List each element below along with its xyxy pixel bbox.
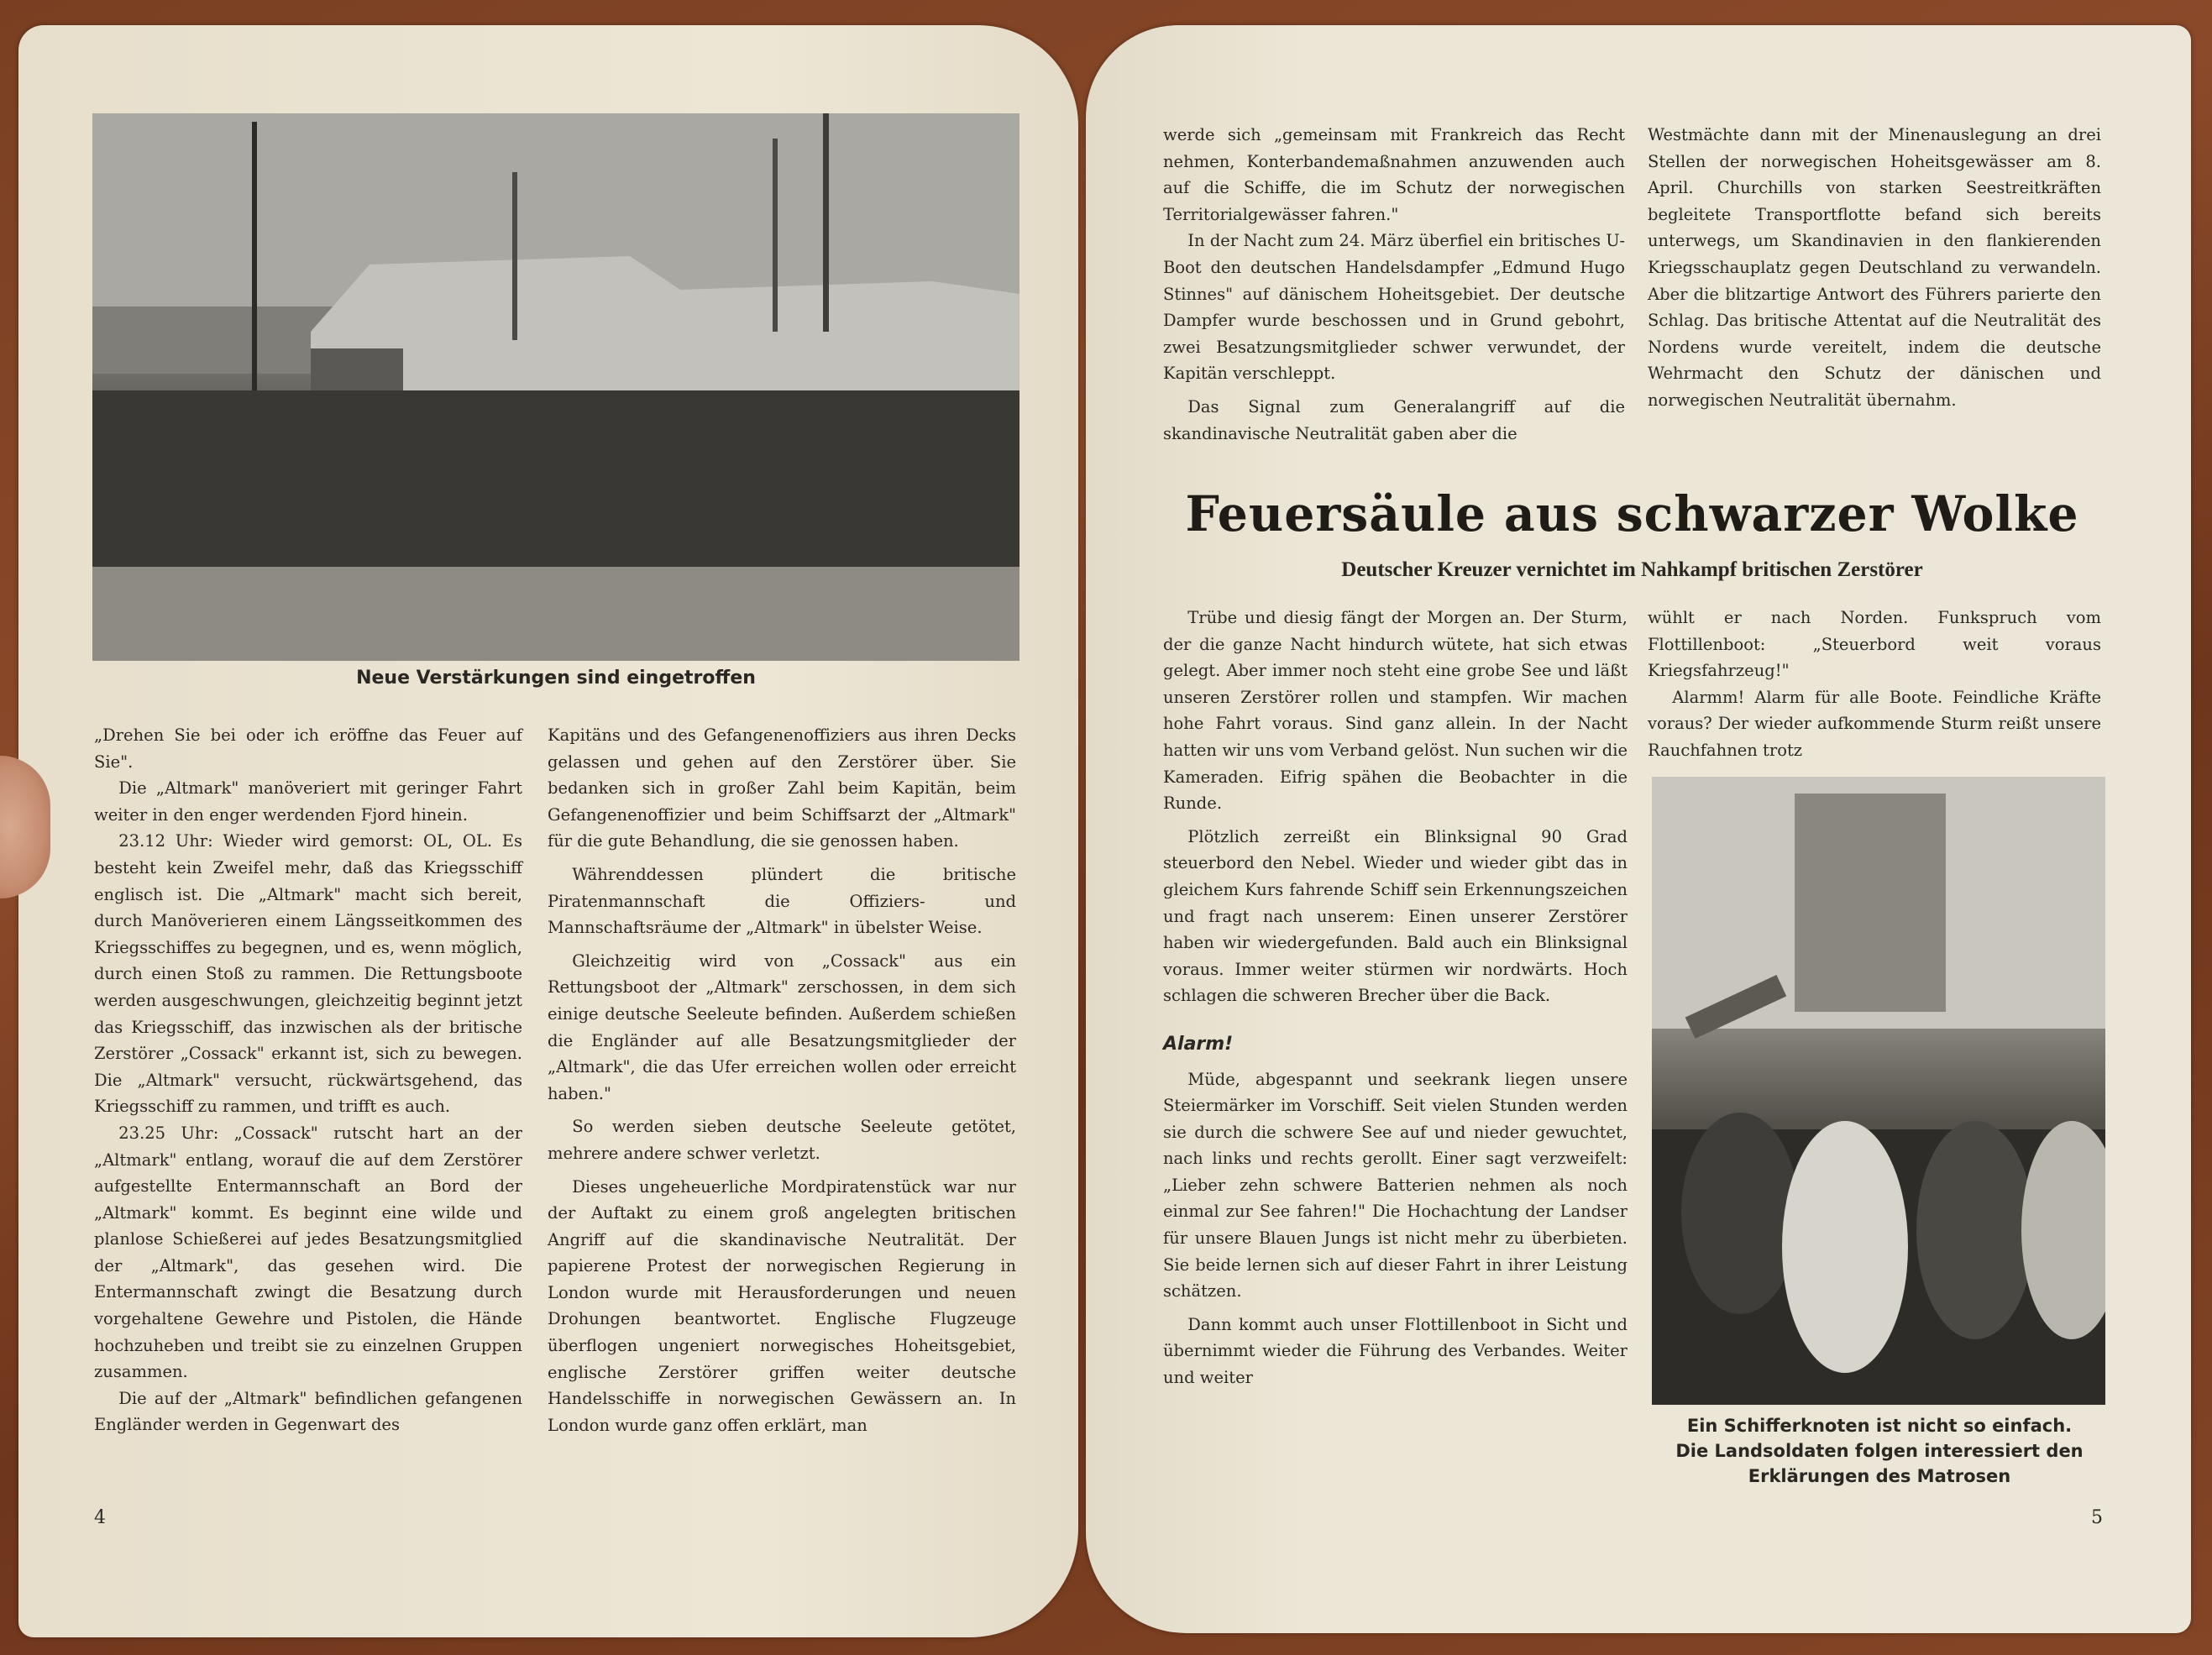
article-title: Feuersäule aus schwarzer Wolke	[1185, 485, 2079, 542]
paragraph: So werden sieben deutsche Seeleute getötet, mehrere andere schwer verletzt.	[548, 1117, 1016, 1163]
paragraph: wühlt er nach Norden. Funkspruch vom Flottillenboot: „Steuerbord weit voraus Kriegsfahrzeug!"	[1648, 608, 2101, 681]
paragraph: 23.25 Uhr: „Cossack" rutscht hart an der „Altmark" entlang, worauf die auf dem Zerstörer aufgestellte Entermannschaft an Bord der „Altmark" kommt. Es beginnt eine wilde und planlose Schießerei auf jedes Besatzungsmitglied der „Altmark", das gesehen wird. Die Entermannschaft zwingt die Besatzung durch vorgehaltene Gewehre und Pistolen, die Hände hochzuheben und treibt sie zu einzelnen Gruppen zusammen.	[94, 1123, 522, 1382]
paragraph: Dann kommt auch unser Flottillenboot in Sicht und übernimmt wieder die Führung des Verbandes. Weiter und weiter	[1163, 1314, 1628, 1388]
paragraph: Westmächte dann mit der Minenauslegung an drei Stellen der norwegischen Hoheitsgewässer am 8. April. Churchills von starken Seestreitkräften begleitete Transportflotte befand sich bereits unterwegs, um Skandinavien in den flankierenden Kriegsschauplatz gegen Deutschland zu verwandeln. Aber die blitzartige Antwort des Führers parierte den Schlag. Das britische Attentat auf die Neutralität des Nordens wurde vereitelt, indem die deutsche Wehrmacht den Schutz der dänischen und norwegischen Neutralität übernahm.	[1648, 125, 2101, 410]
soldier	[1916, 1121, 2034, 1339]
right-column-2	[1648, 122, 2101, 414]
lamp-post	[252, 122, 257, 390]
caption-line: Ein Schifferknoten ist nicht so einfach.	[1686, 1416, 2073, 1436]
paragraph: Alarmm! Alarm für alle Boote. Feindliche Kräfte voraus? Der wieder aufkommende Sturm reißt unsere Rauchfahnen trotz	[1648, 687, 2101, 760]
paragraph: Plötzlich zerreißt ein Blinksignal 90 Grad steuerbord den Nebel. Wieder und wieder gibt das in gleichem Kurs fahrende Schiff sein Erkennungszeichen und fragt nach unserem: Einen unserer Zerstörer haben wir wiedergefunden. Bald auch ein Blinksignal voraus. Immer weiter stürmen wir nordwärts. Hoch schlagen die schweren Brecher über die Back.	[1163, 826, 1628, 1006]
photo-illustration	[92, 113, 1020, 661]
paragraph: „Drehen Sie bei oder ich eröffne das Feuer auf Sie".	[94, 725, 522, 772]
paragraph: Die auf der „Altmark" befindlichen gefangenen Engländer werden in Gegenwart des	[94, 1388, 522, 1435]
section-heading: Alarm!	[1163, 1033, 1234, 1055]
paragraph: Gleichzeitig wird von „Cossack" aus ein Rettungsboot der „Altmark" zerschossen, in dem sich einige deutsche Seeleute befinden. Außerdem schießen die Engländer auf alle Besatzungsmitglieder der „Altmark", die das Ufer erreichen wollen oder erreicht haben."	[548, 951, 1016, 1103]
article-subtitle: Deutscher Kreuzer vernichtet im Nahkampf britischen Zerstörer	[1341, 558, 1923, 581]
right-column-1	[1163, 122, 1625, 447]
photo-caption	[1646, 1413, 2113, 1489]
paragraph: Dieses ungeheuerliche Mordpiratenstück war nur der Auftakt zu einem groß angelegten britischen Angriff auf die skandinavische Neutralität. Der papierene Protest der norwegischen Regierung in London wurde mit Herausforderungen und neuen Drohungen beantwortet. Englische Flugzeuge überflogen ungeniert norwegisches Hoheitsgebiet, englische Zerstörer griffen weiter deutsche Handelsschiffe in norwegischen Gewässern an. In London wurde ganz offen erklärt, man	[548, 1176, 1016, 1435]
article-column-2	[1648, 605, 2101, 764]
pavement	[92, 567, 1020, 661]
paragraph: Die „Altmark" manöveriert mit geringer Fahrt weiter in den enger werdenden Fjord hinein.	[94, 778, 522, 825]
paragraph: Trübe und diesig fängt der Morgen an. Der Sturm, der die ganze Nacht hindurch wütete, hat sich etwas gelegt. Aber immer noch steht eine grobe See und läßt unseren Zerstörer rollen und stampfen. Wir machen hohe Fahrt voraus. Sind ganz allein. In der Nacht hatten wir uns vom Verband gelöst. Nun suchen wir die Kameraden. Eifrig spähen die Beobachter in die Runde.	[1163, 608, 1628, 814]
caption-line: Die Landsoldaten folgen interessiert den	[1675, 1441, 2084, 1461]
paragraph: werde sich „gemeinsam mit Frankreich das Recht nehmen, Konterbandemaßnahmen anzuwenden auch auf die Schiffe, die im Schutz der norwegischen Territorialgewässer fahren."	[1163, 125, 1625, 224]
paragraph: Das Signal zum Generalangriff auf die skandinavische Neutralität gaben aber die	[1163, 396, 1625, 443]
paragraph: Währenddessen plündert die britische Piratenmannschaft die Offiziers- und Mannschaftsräume der „Altmark" in übelster Weise.	[548, 864, 1016, 938]
paragraph: 23.12 Uhr: Wieder wird gemorst: OL, OL. Es besteht kein Zweifel mehr, daß das Kriegsschiff englisch ist. Die „Altmark" macht sich bereit, durch Manöverieren einem Längsseitkommen des Kriegsschiffes zu begegnen, und es, wenn möglich, durch einen Stoß zu rammen. Die Rettungsboote werden ausgeschwungen, gleichzeitig beginnt jetzt das Kriegsschiff, das inzwischen als der britische Zerstörer „Cossack" erkannt ist, sich zu bewegen. Die „Altmark" versucht, rückwärtsgehend, das Kriegsschiff zu rammen, und trifft es auch.	[94, 831, 522, 1117]
paragraph: In der Nacht zum 24. März überfiel ein britisches U-Boot den deutschen Handelsdampfer „Edmund Hugo Stinnes" auf dänischem Hoheitsgebiet. Der deutsche Dampfer wurde beschossen und in Grund gebohrt, zwei Besatzungsmitglieder schwer verwundet, der Kapitän verschleppt.	[1163, 231, 1625, 384]
ship-bridge	[1795, 793, 1946, 1012]
page-number: 4	[94, 1507, 106, 1528]
sailor-soldiers-photo	[1652, 777, 2105, 1405]
ship-mast	[773, 139, 778, 332]
sailor	[1782, 1121, 1908, 1373]
paragraph: Kapitäns und des Gefangenenoffiziers aus ihren Decks gelassen und gehen auf den Zerstörer über. Sie bedanken sich in großer Zahl beim Kapitän, beim Gefangenenoffizier und beim Schiffsarzt der „Altmark" für die gute Behandlung, die sie genossen haben.	[548, 725, 1016, 851]
caption-line: Erklärungen des Matrosen	[1748, 1466, 2011, 1486]
ship-mast	[512, 172, 517, 340]
page-number: 5	[2091, 1507, 2103, 1528]
article-column-1	[1163, 605, 1628, 1391]
photo-caption: Neue Verstärkungen sind eingetroffen	[356, 668, 756, 689]
marching-soldiers-photo	[92, 113, 1020, 661]
paragraph: Müde, abgespannt und seekrank liegen unsere Steiermärker im Vorschiff. Seit vielen Stunden werden sie durch die schwere See auf und nieder gewuchtet, nach links und rechts gerollt. Einer sagt verzweifelt: „Lieber zehn schwere Batterien nehmen als noch einmal zur See fahren!" Die Hochachtung der Landser für unsere Blauen Jungs ist nicht mehr zu überbieten. Sie beide lernen sich auf dieser Fahrt in ihrer Leistung schätzen.	[1163, 1069, 1628, 1301]
left-column-1	[94, 722, 522, 1438]
photo-illustration	[1652, 777, 2105, 1405]
left-column-2	[548, 722, 1016, 1438]
harbor-hut	[311, 348, 403, 390]
soldiers-column	[92, 390, 1020, 584]
ship-mast	[823, 113, 829, 332]
soldier	[1681, 1113, 1799, 1314]
